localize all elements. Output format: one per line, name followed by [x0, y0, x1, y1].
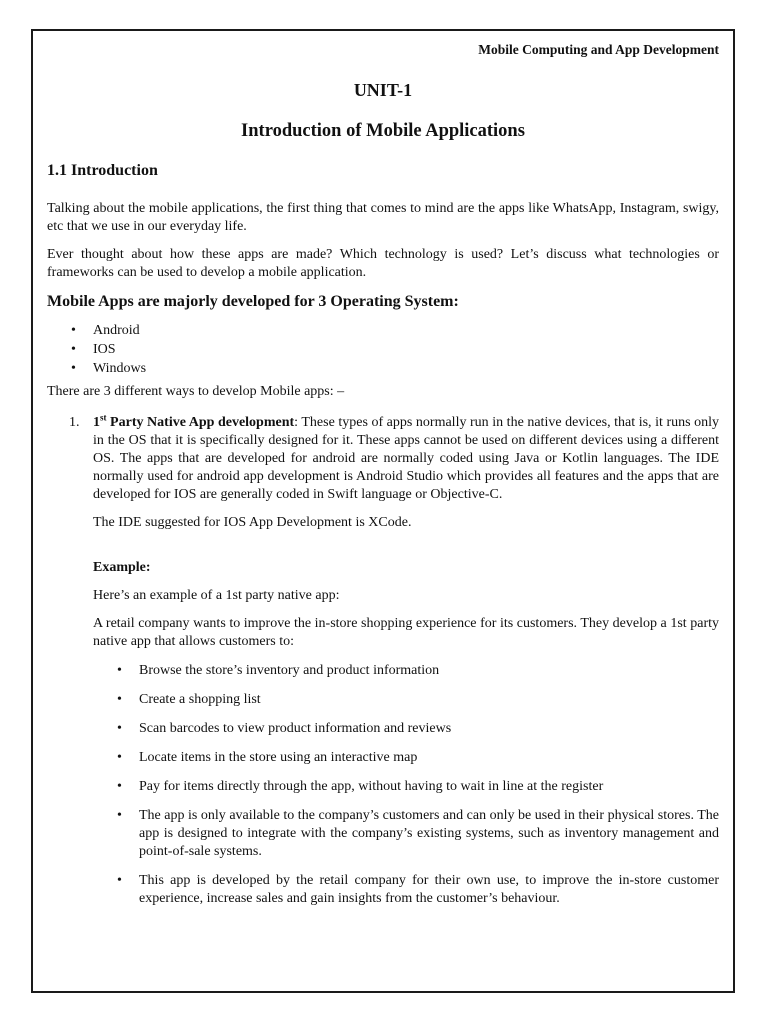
- example-label: Example:: [93, 560, 151, 575]
- feature-item: • Scan barcodes to view product information and reviews: [93, 720, 719, 738]
- item-title-text: Party Native App development: [106, 415, 295, 430]
- os-heading: Mobile Apps are majorly developed for 3 Operating System:: [47, 293, 459, 310]
- feature-item: • Browse the store’s inventory and product information: [93, 662, 719, 680]
- item-paragraph: [93, 414, 719, 504]
- intro-paragraph: Ever thought about how these apps are made? Which technology is used? Let’s discuss what technologies or frameworks can be used to develop a mobile application.: [47, 247, 719, 280]
- os-list-item: • Windows: [47, 359, 719, 378]
- running-header: Mobile Computing and App Development: [478, 42, 719, 57]
- os-list: [47, 321, 719, 378]
- document-page: [31, 29, 735, 993]
- ways-text: There are 3 different ways to develop Mobile apps: –: [47, 384, 345, 399]
- numbered-item-1: [47, 414, 719, 908]
- ide-text: The IDE suggested for IOS App Development is XCode.: [93, 515, 412, 530]
- feature-item: • Locate items in the store using an interactive map: [93, 749, 719, 767]
- item-number: 1.: [69, 415, 80, 430]
- scenario-text: A retail company wants to improve the in-store shopping experience for its customers. They develop a 1st party native app that allows customers to:: [93, 616, 719, 649]
- ordinal-number: 1: [93, 415, 100, 430]
- feature-item: • The app is only available to the company’s customers and can only be used in their physical stores. The app is designed to integrate with the company’s existing systems, such as inventory management and point-of-sale systems.: [93, 807, 719, 861]
- unit-label: UNIT-1: [353, 80, 413, 100]
- feature-item: • Pay for items directly through the app, without having to wait in line at the register: [93, 778, 719, 796]
- feature-list: [93, 662, 719, 908]
- page-content: [47, 41, 719, 919]
- os-list-item: • Android: [47, 321, 719, 340]
- section-heading: 1.1 Introduction: [47, 162, 158, 179]
- feature-item: • This app is developed by the retail company for their own use, to improve the in-store customer experience, increase sales and gain insights from the customer’s behaviour.: [93, 872, 719, 908]
- intro-paragraph: Talking about the mobile applications, the first thing that comes to mind are the apps like WhatsApp, Instagram, swigy, etc that we use in our everyday life.: [47, 201, 719, 234]
- item-title: [93, 412, 295, 430]
- example-intro: Here’s an example of a 1st party native app:: [93, 588, 340, 603]
- ordinal-suffix: st: [100, 412, 107, 423]
- chapter-title: Introduction of Mobile Applications: [241, 121, 525, 141]
- os-list-item: • IOS: [47, 340, 719, 359]
- item-body: : These types of apps normally run in the native devices, that is, it runs only in the OS that it is specifically designed for it. These apps cannot be used on different devices using a different OS. The apps that are developed for android are normally coded using Java or Kotlin languages. The IDE normally used for android app development is Android Studio which provides all features and the apps that are developed for IOS are generally coded in Swift language or Objective-C.: [93, 415, 719, 502]
- feature-item: • Create a shopping list: [93, 691, 719, 709]
